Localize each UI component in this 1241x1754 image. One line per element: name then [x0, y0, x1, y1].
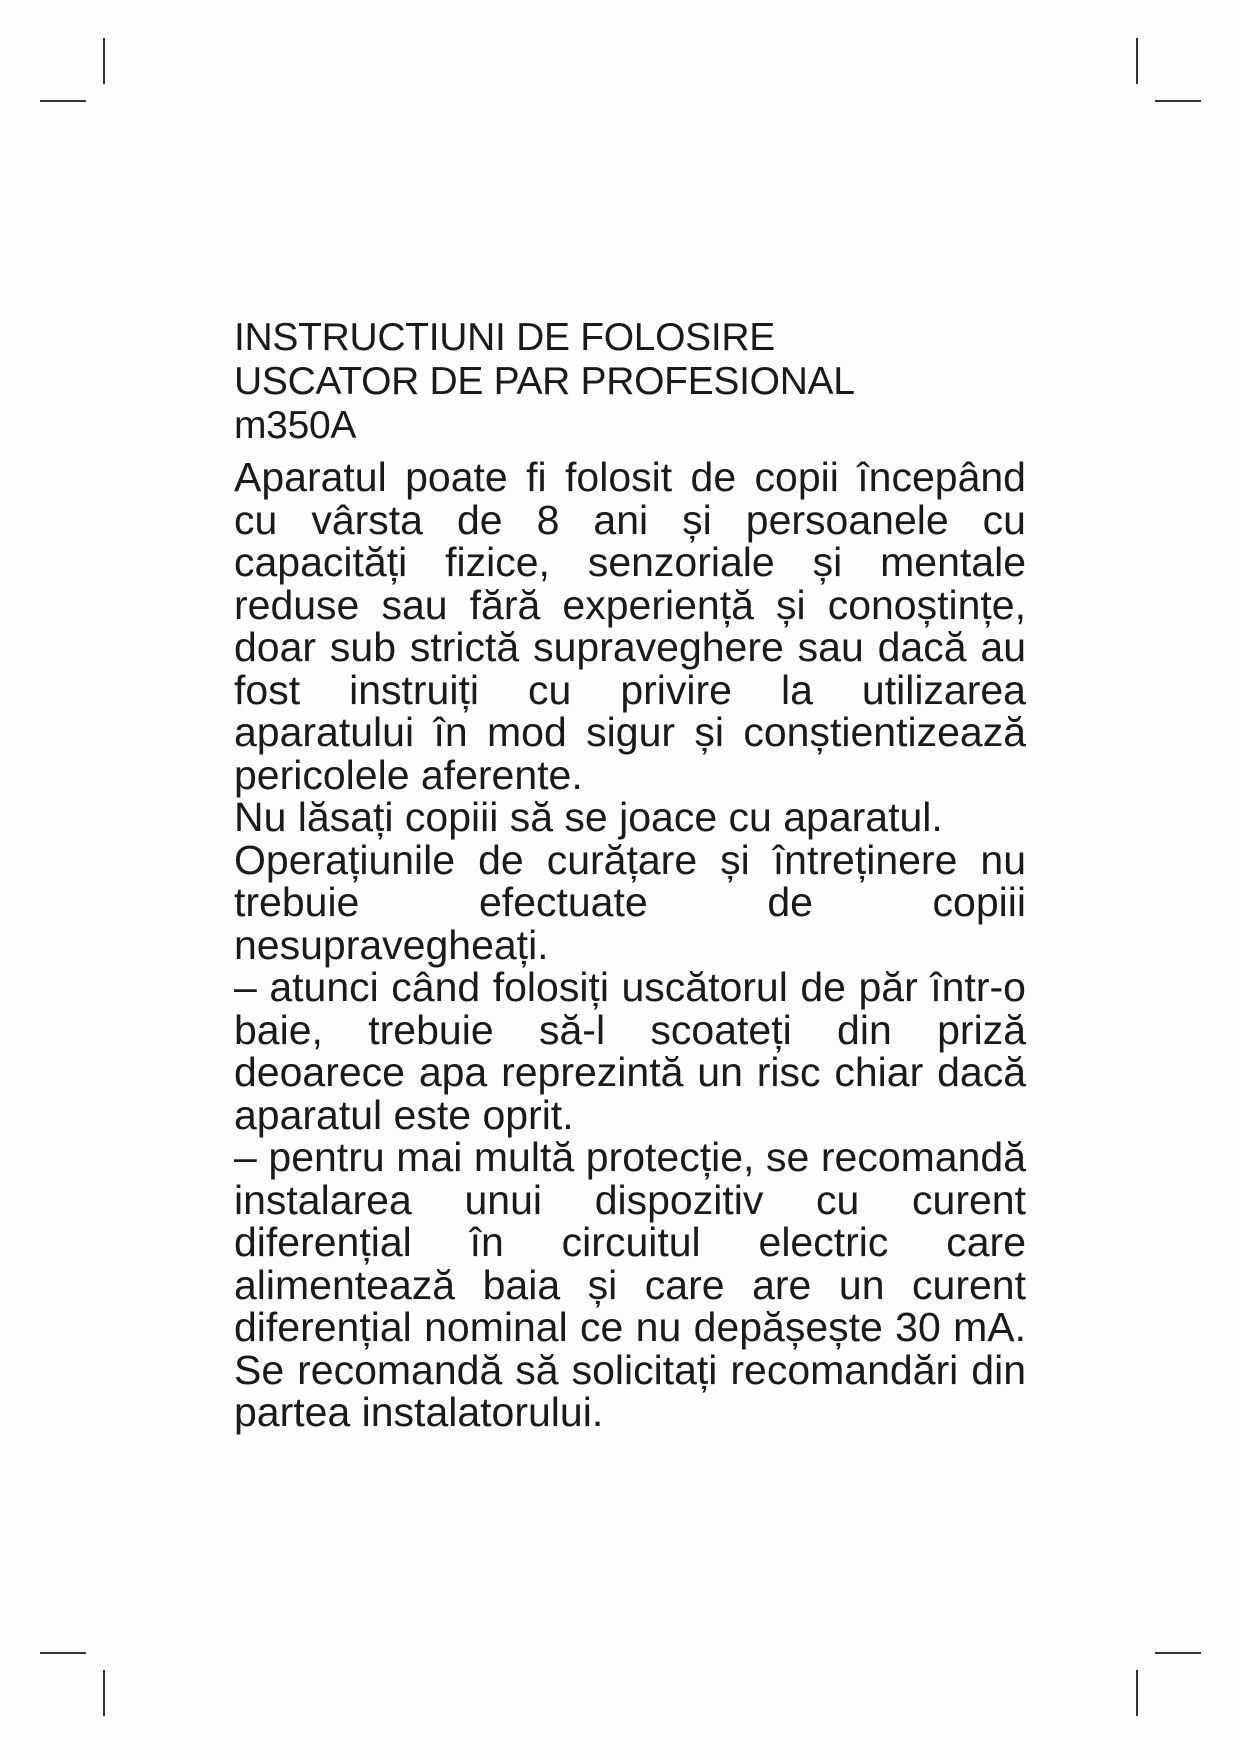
crop-mark-top-left-horizontal — [40, 100, 86, 102]
crop-mark-top-left-vertical — [103, 38, 105, 84]
crop-mark-bottom-right-vertical — [1136, 1670, 1138, 1716]
crop-mark-bottom-left-horizontal — [40, 1652, 86, 1654]
crop-mark-top-right-vertical — [1136, 38, 1138, 84]
instructions-body — [234, 456, 1026, 1434]
safety-paragraph-bathroom: – atunci când folosiți uscătorul de păr într-o baie, trebuie să-l scoateți din priză deoarece apa reprezintă un risc chiar dacă aparatul este oprit. — [234, 964, 1026, 1138]
safety-paragraph-rcd: – pentru mai multă protecție, se recomandă instalarea unui dispozitiv cu curent diferențial în circuitul electric care alimentează baia și care are un curent diferențial nominal ce nu depășește 30 mA. Se recomandă să solicitați recomandări din partea instalatorului. — [234, 1134, 1026, 1435]
document-title — [234, 316, 855, 448]
safety-paragraph-cleaning: Operațiunile de curățare și întreținere nu trebuie efectuate de copiii nesupravegheați. — [234, 836, 1026, 968]
safety-paragraph-children-play: Nu lăsați copiii să se joace cu aparatul. — [234, 794, 943, 840]
crop-mark-bottom-left-vertical — [103, 1670, 105, 1716]
safety-paragraph-usage: Aparatul poate fi folosit de copii începând cu vârsta de 8 ani și persoanele cu capacități fizice, senzoriale și mentale reduse sau fără experiență și conoștințe, doar sub strictă supraveghere sau dacă au fost instruiți cu privire la utilizarea aparatului în mod sigur și conștientizează pericolele aferente. — [234, 454, 1026, 798]
crop-mark-bottom-right-horizontal — [1155, 1652, 1201, 1654]
title-line: USCATOR DE PAR PROFESIONAL — [234, 360, 855, 403]
crop-mark-top-right-horizontal — [1155, 100, 1201, 102]
title-line: INSTRUCTIUNI DE FOLOSIRE — [234, 316, 776, 359]
model-number: m350A — [234, 404, 357, 447]
